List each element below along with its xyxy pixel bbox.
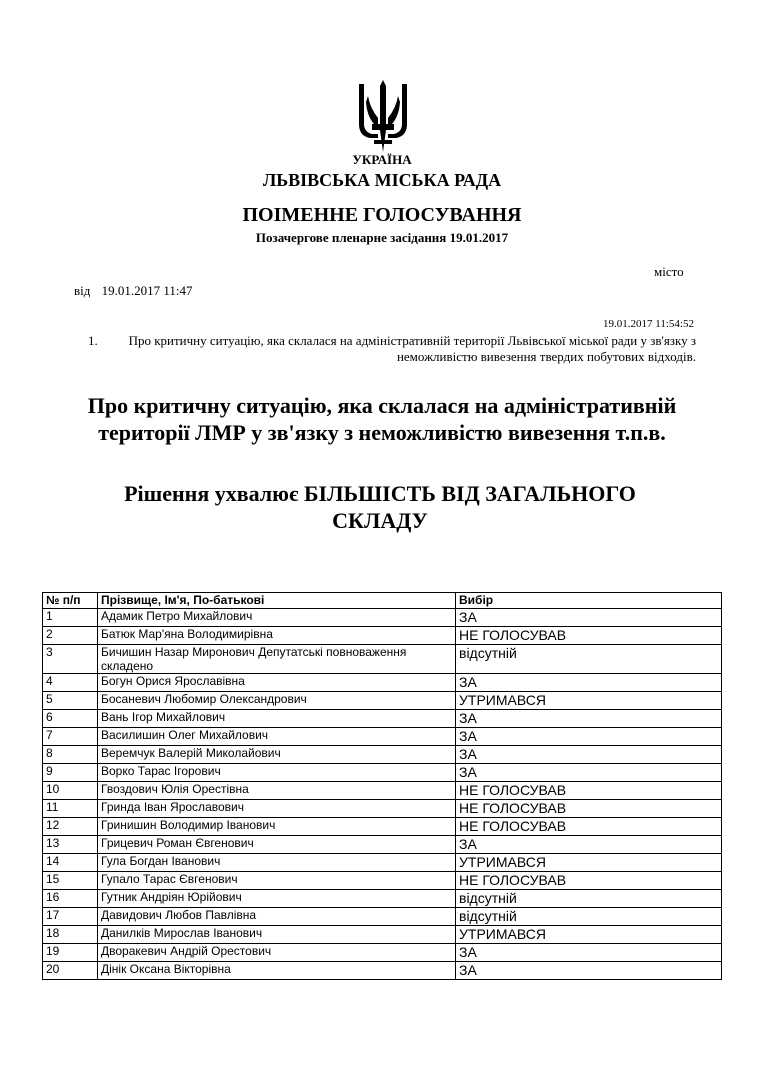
row-number: 20: [43, 962, 98, 980]
row-choice: ЗА: [456, 836, 722, 854]
table-row: [43, 764, 722, 782]
row-name: Ворко Тарас Ігорович: [98, 764, 456, 782]
row-choice: ЗА: [456, 710, 722, 728]
row-choice: НЕ ГОЛОСУВАВ: [456, 627, 722, 645]
row-name: Дінік Оксана Вікторівна: [98, 962, 456, 980]
row-number: 19: [43, 944, 98, 962]
row-number: 5: [43, 692, 98, 710]
table-row: [43, 674, 722, 692]
question-text: Про критичну ситуацію, яка склалася на адміністративній території Львівської міської ради у зв'язку з неможливістю вивезення твердих побутових відходів.: [128, 333, 696, 364]
row-name: Гринда Іван Ярославович: [98, 800, 456, 818]
row-name: Богун Орися Ярославівна: [98, 674, 456, 692]
row-choice: НЕ ГОЛОСУВАВ: [456, 872, 722, 890]
table-row: [43, 926, 722, 944]
council-name: ЛЬВІВСЬКА МІСЬКА РАДА: [262, 170, 502, 190]
table-row: [43, 890, 722, 908]
session-subtitle: Позачергове пленарне засідання 19.01.2017: [255, 230, 509, 245]
row-number: 2: [43, 627, 98, 645]
row-name: Вань Ігор Михайлович: [98, 710, 456, 728]
decision-text: Рішення ухвалює БІЛЬШІСТЬ ВІД ЗАГАЛЬНОГО СКЛАДУ: [124, 481, 636, 533]
row-choice: ЗА: [456, 728, 722, 746]
row-number: 17: [43, 908, 98, 926]
timestamp: 19.01.2017 11:54:52: [603, 318, 694, 330]
row-name: Гринишин Володимир Іванович: [98, 818, 456, 836]
row-number: 7: [43, 728, 98, 746]
table-row: [43, 908, 722, 926]
row-number: 12: [43, 818, 98, 836]
table-row: [43, 609, 722, 627]
row-number: 13: [43, 836, 98, 854]
row-choice: УТРИМАВСЯ: [456, 692, 722, 710]
row-number: 15: [43, 872, 98, 890]
document-title: ПОІМЕННЕ ГОЛОСУВАННЯ: [242, 204, 522, 226]
row-choice: УТРИМАВСЯ: [456, 854, 722, 872]
row-name: Адамик Петро Михайлович: [98, 609, 456, 627]
row-name: Босаневич Любомир Олександрович: [98, 692, 456, 710]
row-number: 14: [43, 854, 98, 872]
row-choice: ЗА: [456, 764, 722, 782]
table-row: [43, 800, 722, 818]
column-header-choice: Вибір: [456, 593, 722, 609]
row-choice: відсутній: [456, 645, 722, 674]
row-choice: ЗА: [456, 962, 722, 980]
date-line: [74, 283, 201, 299]
row-choice: ЗА: [456, 609, 722, 627]
table-row: [43, 746, 722, 764]
row-name: Данилків Мирослав Іванович: [98, 926, 456, 944]
table-row: [43, 854, 722, 872]
trident-emblem-icon: [356, 78, 410, 154]
table-row: [43, 872, 722, 890]
row-number: 6: [43, 710, 98, 728]
table-row: [43, 782, 722, 800]
row-choice: НЕ ГОЛОСУВАВ: [456, 800, 722, 818]
row-number: 16: [43, 890, 98, 908]
country-name: УКРАЇНА: [352, 152, 412, 167]
row-number: 11: [43, 800, 98, 818]
row-name: Гупало Тарас Євгенович: [98, 872, 456, 890]
from-label: від: [74, 283, 91, 298]
row-number: 1: [43, 609, 98, 627]
row-choice: відсутній: [456, 890, 722, 908]
row-name: Батюк Мар'яна Володимирівна: [98, 627, 456, 645]
row-name: Веремчук Валерій Миколайович: [98, 746, 456, 764]
row-name: Гула Богдан Іванович: [98, 854, 456, 872]
question-heading: Про критичну ситуацію, яка склалася на адміністративній території ЛМР у зв'язку з неможливістю вивезення т.п.в.: [87, 393, 677, 445]
votes-table: [42, 592, 722, 980]
column-header-name: Прізвище, Ім'я, По-батькові: [98, 593, 456, 609]
row-choice: ЗА: [456, 674, 722, 692]
table-row: [43, 818, 722, 836]
row-choice: ЗА: [456, 746, 722, 764]
row-number: 3: [43, 645, 98, 674]
row-name: Гвоздович Юлія Орестівна: [98, 782, 456, 800]
table-row: [43, 836, 722, 854]
question-number: 1.: [88, 333, 98, 348]
city-label: місто: [654, 264, 684, 279]
row-name: Дворакевич Андрій Орестович: [98, 944, 456, 962]
row-number: 4: [43, 674, 98, 692]
row-name: Бичишин Назар Миронович Депутатські повноваження складено: [98, 645, 456, 674]
row-number: 8: [43, 746, 98, 764]
row-choice: відсутній: [456, 908, 722, 926]
question-item: [88, 333, 696, 365]
row-choice: НЕ ГОЛОСУВАВ: [456, 818, 722, 836]
table-row: [43, 627, 722, 645]
row-number: 18: [43, 926, 98, 944]
table-row: [43, 962, 722, 980]
row-choice: УТРИМАВСЯ: [456, 926, 722, 944]
vote-date: 19.01.2017 11:47: [101, 283, 193, 298]
row-name: Гутник Андріян Юрійович: [98, 890, 456, 908]
row-name: Грицевич Роман Євгенович: [98, 836, 456, 854]
row-choice: ЗА: [456, 944, 722, 962]
row-choice: НЕ ГОЛОСУВАВ: [456, 782, 722, 800]
table-row: [43, 728, 722, 746]
column-header-number: № п/п: [43, 593, 98, 609]
row-number: 9: [43, 764, 98, 782]
votes-table-body: [43, 609, 722, 980]
row-name: Давидович Любов Павлівна: [98, 908, 456, 926]
table-row: [43, 645, 722, 674]
row-name: Василишин Олег Михайлович: [98, 728, 456, 746]
table-row: [43, 710, 722, 728]
table-row: [43, 944, 722, 962]
row-number: 10: [43, 782, 98, 800]
table-row: [43, 692, 722, 710]
